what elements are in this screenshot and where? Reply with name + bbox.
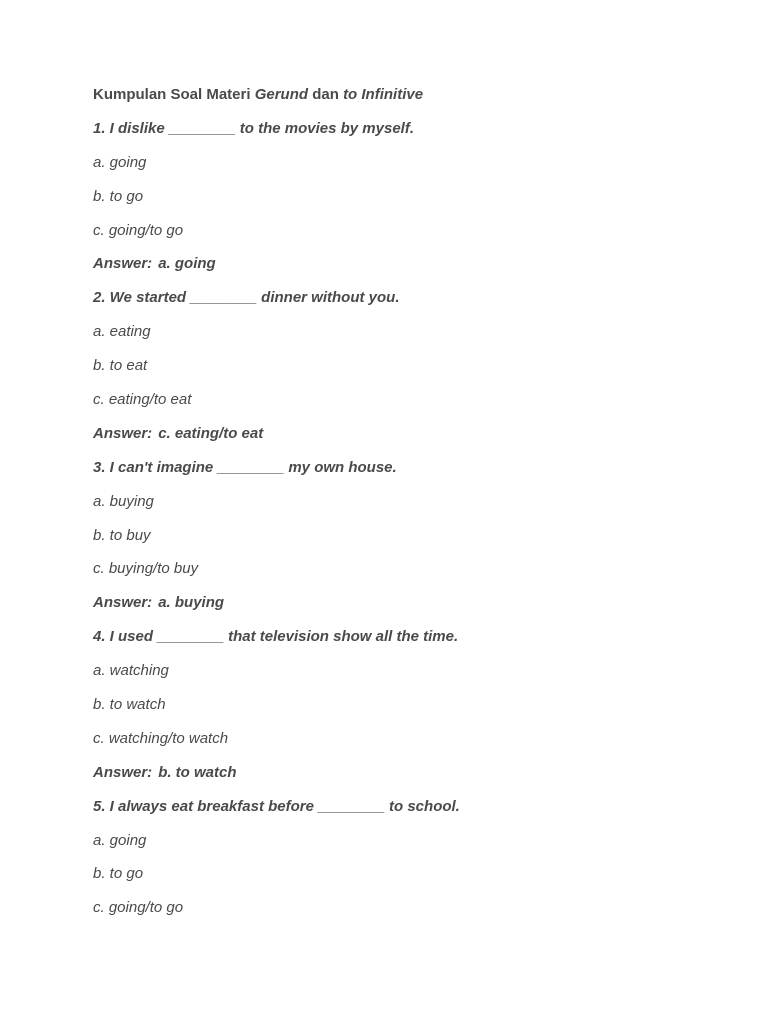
question-4: 4. I used ________ that television show all the time. [93, 628, 459, 646]
question-3-option-b: b. to buy [93, 526, 151, 544]
answer-label: Answer: [93, 424, 153, 442]
question-5-option-c: c. going/to go [93, 899, 184, 917]
title-part-2: Gerund [254, 86, 309, 103]
question-2-option-b: b. to eat [93, 357, 148, 375]
question-4-option-c: c. watching/to watch [93, 729, 229, 747]
answer-value: b. to watch [158, 763, 237, 781]
title-part-1: Kumpulan Soal Materi [93, 86, 255, 103]
question-1: 1. I dislike ________ to the movies by myself. [93, 119, 414, 137]
question-4-option-a: a. watching [93, 662, 169, 680]
question-1-answer [93, 255, 733, 273]
question-2-option-a: a. eating [93, 323, 151, 341]
question-2-answer [93, 425, 733, 443]
answer-value: c. eating/to eat [158, 424, 264, 442]
question-5: 5. I always eat breakfast before ________ to school. [93, 797, 460, 815]
question-3: 3. I can't imagine ________ my own house. [93, 458, 397, 476]
document-page [93, 86, 733, 933]
question-2: 2. We started ________ dinner without you. [93, 289, 400, 307]
question-1-option-c: c. going/to go [93, 221, 184, 239]
answer-label: Answer: [93, 255, 153, 273]
document-title [93, 86, 733, 104]
answer-value: a. buying [158, 594, 225, 612]
question-4-answer [93, 764, 733, 782]
question-1-option-b: b. to go [93, 187, 144, 205]
question-3-option-a: a. buying [93, 492, 154, 510]
title-part-3: dan [308, 86, 344, 103]
question-5-option-a: a. going [93, 831, 147, 849]
question-5-option-b: b. to go [93, 865, 144, 883]
question-1-option-a: a. going [93, 153, 147, 171]
question-3-option-c: c. buying/to buy [93, 560, 199, 578]
question-3-answer [93, 594, 733, 612]
answer-label: Answer: [93, 763, 153, 781]
title-part-4: to Infinitive [343, 86, 424, 103]
question-2-option-c: c. eating/to eat [93, 391, 192, 409]
answer-label: Answer: [93, 594, 153, 612]
question-4-option-b: b. to watch [93, 696, 166, 714]
answer-value: a. going [158, 255, 216, 273]
